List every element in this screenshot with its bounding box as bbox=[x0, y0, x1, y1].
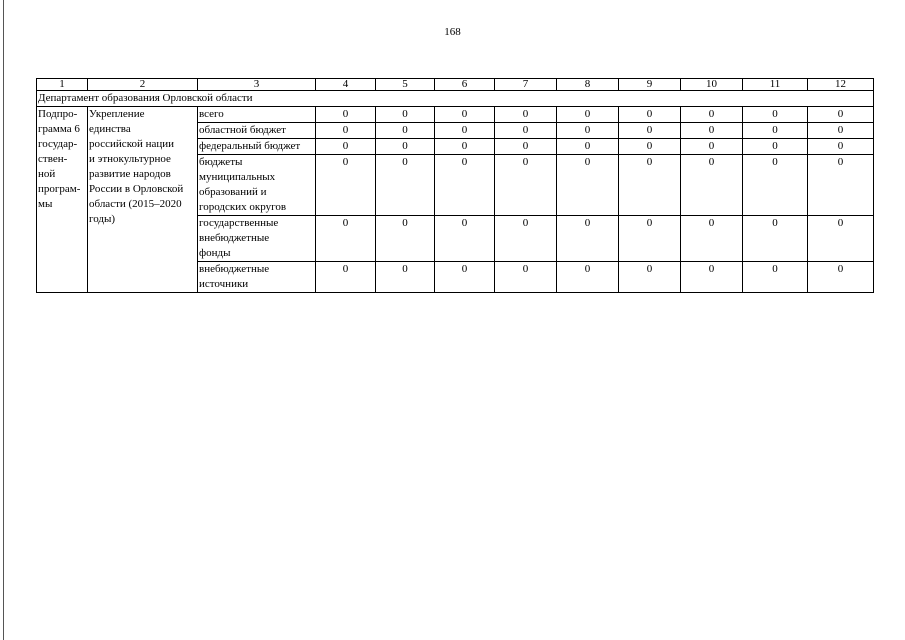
cell-text-line: федеральный бюджет bbox=[199, 140, 301, 152]
cell-text-line: области (2015–2020 bbox=[89, 198, 182, 210]
value-cell: 0 bbox=[743, 262, 808, 293]
value-cell: 0 bbox=[681, 216, 743, 262]
cell-text-line: государственные bbox=[199, 217, 279, 229]
value-cell: 0 bbox=[808, 139, 874, 155]
cell-text-line: муниципальных bbox=[199, 171, 276, 183]
value-cell: 0 bbox=[495, 155, 557, 216]
cell-text-line: развитие народов bbox=[89, 168, 171, 180]
column-number-cell: 2 bbox=[88, 79, 198, 91]
column-number-cell: 3 bbox=[198, 79, 316, 91]
cell-text-line: образований и bbox=[199, 186, 267, 198]
value-cell: 0 bbox=[316, 139, 376, 155]
cell-text-line: государ- bbox=[38, 138, 78, 150]
cell-text-line: всего bbox=[199, 108, 224, 120]
value-cell: 0 bbox=[619, 123, 681, 139]
value-cell: 0 bbox=[376, 139, 435, 155]
column-number-cell: 11 bbox=[743, 79, 808, 91]
value-cell: 0 bbox=[435, 216, 495, 262]
funding-source-cell bbox=[198, 262, 316, 293]
cell-text-line: городских округов bbox=[199, 201, 287, 213]
cell-text-line: бюджеты bbox=[199, 156, 243, 168]
value-cell: 0 bbox=[435, 123, 495, 139]
value-cell: 0 bbox=[376, 262, 435, 293]
value-cell: 0 bbox=[557, 139, 619, 155]
value-cell: 0 bbox=[619, 107, 681, 123]
value-cell: 0 bbox=[619, 139, 681, 155]
value-cell: 0 bbox=[808, 155, 874, 216]
value-cell: 0 bbox=[376, 155, 435, 216]
budget-table bbox=[36, 78, 874, 293]
value-cell: 0 bbox=[495, 216, 557, 262]
department-row bbox=[37, 91, 874, 107]
value-cell: 0 bbox=[808, 107, 874, 123]
column-number-cell: 6 bbox=[435, 79, 495, 91]
value-cell: 0 bbox=[619, 262, 681, 293]
value-cell: 0 bbox=[435, 262, 495, 293]
value-cell: 0 bbox=[557, 123, 619, 139]
column-number-cell: 8 bbox=[557, 79, 619, 91]
column-number-cell: 4 bbox=[316, 79, 376, 91]
funding-source-cell bbox=[198, 155, 316, 216]
value-cell: 0 bbox=[495, 139, 557, 155]
cell-text-line: внебюджетные bbox=[199, 232, 270, 244]
value-cell: 0 bbox=[743, 216, 808, 262]
value-cell: 0 bbox=[495, 123, 557, 139]
value-cell: 0 bbox=[743, 107, 808, 123]
cell-text-line: областной бюджет bbox=[199, 124, 286, 136]
value-cell: 0 bbox=[619, 216, 681, 262]
value-cell: 0 bbox=[376, 107, 435, 123]
value-cell: 0 bbox=[743, 139, 808, 155]
cell-text-line: годы) bbox=[89, 213, 116, 225]
value-cell: 0 bbox=[681, 155, 743, 216]
cell-text-line: и этнокультурное bbox=[89, 153, 171, 165]
cell-text-line: источники bbox=[199, 278, 249, 290]
cell-text-line: внебюджетные bbox=[199, 263, 270, 275]
program-name-cell bbox=[88, 107, 198, 293]
cell-text-line: грамма 6 bbox=[38, 123, 80, 135]
column-number-cell: 1 bbox=[37, 79, 88, 91]
cell-text-line: програм- bbox=[38, 183, 81, 195]
column-number-cell: 5 bbox=[376, 79, 435, 91]
column-number-row bbox=[37, 79, 874, 91]
page-number: 168 bbox=[444, 26, 461, 38]
value-cell: 0 bbox=[681, 107, 743, 123]
value-cell: 0 bbox=[743, 123, 808, 139]
cell-text-line: мы bbox=[38, 198, 53, 210]
value-cell: 0 bbox=[435, 139, 495, 155]
value-cell: 0 bbox=[808, 262, 874, 293]
value-cell: 0 bbox=[808, 216, 874, 262]
value-cell: 0 bbox=[495, 107, 557, 123]
value-cell: 0 bbox=[557, 107, 619, 123]
funding-source-cell bbox=[198, 139, 316, 155]
value-cell: 0 bbox=[435, 107, 495, 123]
funding-source-cell bbox=[198, 216, 316, 262]
page-left-edge bbox=[3, 0, 4, 640]
cell-text-line: российской нации bbox=[89, 138, 175, 150]
value-cell: 0 bbox=[316, 216, 376, 262]
cell-text-line: ствен- bbox=[38, 153, 68, 165]
department-name: Департамент образования Орловской области bbox=[37, 91, 874, 107]
value-cell: 0 bbox=[316, 262, 376, 293]
value-cell: 0 bbox=[557, 262, 619, 293]
value-cell: 0 bbox=[316, 123, 376, 139]
cell-text-line: ной bbox=[38, 168, 56, 180]
value-cell: 0 bbox=[681, 123, 743, 139]
column-number-cell: 9 bbox=[619, 79, 681, 91]
value-cell: 0 bbox=[681, 262, 743, 293]
value-cell: 0 bbox=[619, 155, 681, 216]
funding-source-cell bbox=[198, 107, 316, 123]
funding-source-cell bbox=[198, 123, 316, 139]
cell-text-line: единства bbox=[89, 123, 131, 135]
value-cell: 0 bbox=[681, 139, 743, 155]
cell-text-line: России в Орловской bbox=[89, 183, 184, 195]
funding-source-row bbox=[37, 107, 874, 123]
column-number-cell: 7 bbox=[495, 79, 557, 91]
value-cell: 0 bbox=[316, 107, 376, 123]
cell-text-line: Укрепление bbox=[89, 108, 145, 120]
value-cell: 0 bbox=[435, 155, 495, 216]
column-number-cell: 10 bbox=[681, 79, 743, 91]
cell-text-line: фонды bbox=[199, 247, 231, 259]
value-cell: 0 bbox=[557, 216, 619, 262]
value-cell: 0 bbox=[557, 155, 619, 216]
program-type-cell bbox=[37, 107, 88, 293]
cell-text-line: Подпро- bbox=[38, 108, 78, 120]
value-cell: 0 bbox=[495, 262, 557, 293]
value-cell: 0 bbox=[376, 123, 435, 139]
value-cell: 0 bbox=[376, 216, 435, 262]
column-number-cell: 12 bbox=[808, 79, 874, 91]
value-cell: 0 bbox=[316, 155, 376, 216]
value-cell: 0 bbox=[808, 123, 874, 139]
value-cell: 0 bbox=[743, 155, 808, 216]
